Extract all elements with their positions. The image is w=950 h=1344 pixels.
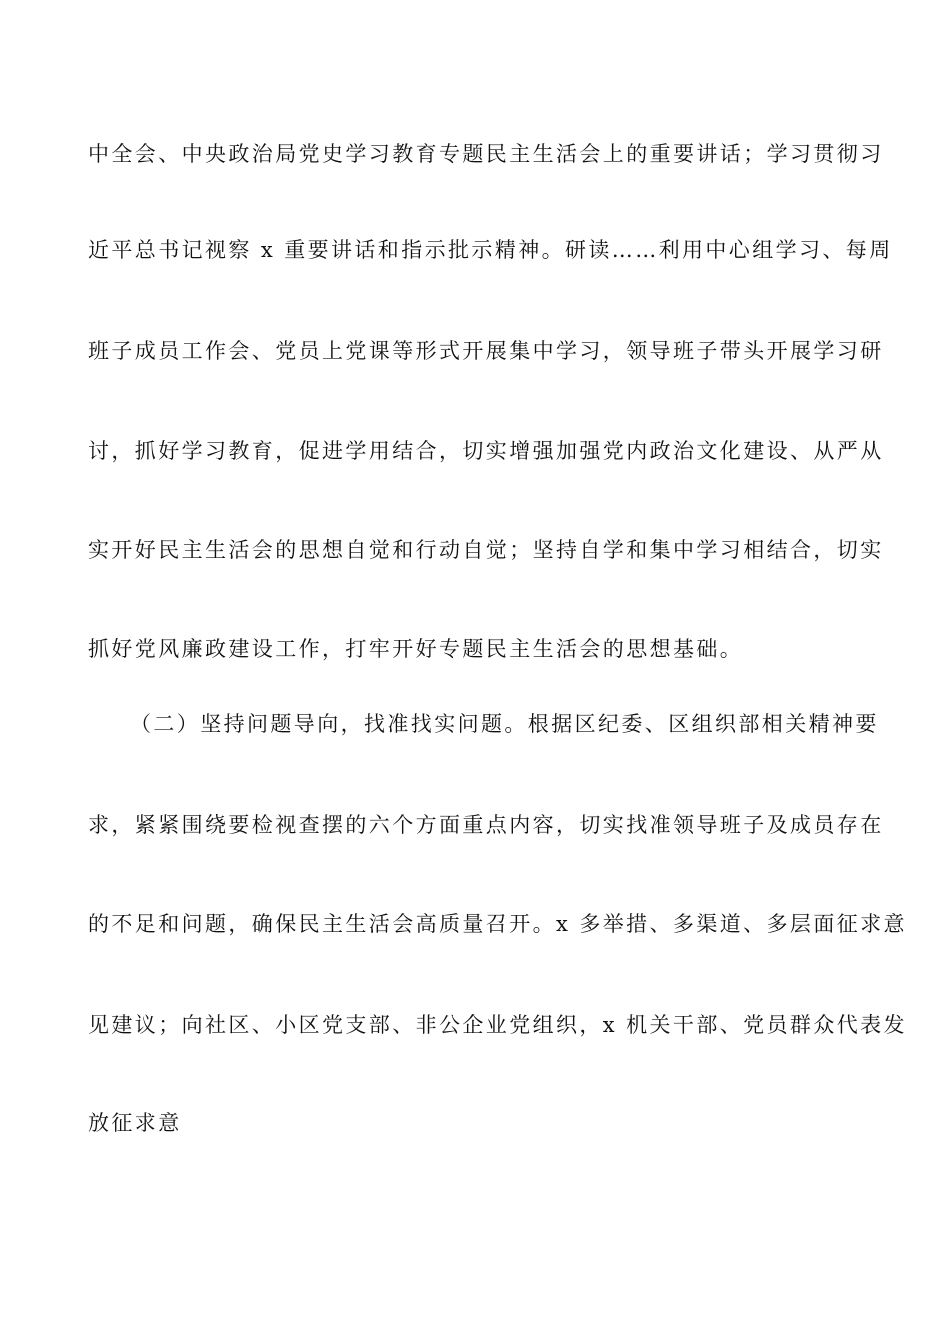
paragraph-line: 求，紧紧围绕要检视查摆的六个方面重点内容，切实找准领导班子及成员存在 xyxy=(88,813,884,837)
paragraph-line: 见建议；向社区、小区党支部、非公企业党组织，x 机关干部、党员群众代表发 xyxy=(88,1013,907,1037)
paragraph-line: 放征求意 xyxy=(88,1111,182,1135)
paragraph-line: 班子成员工作会、党员上党课等形式开展集中学习，领导班子带头开展学习研 xyxy=(88,339,884,363)
paragraph-line: 近平总书记视察 x 重要讲话和指示批示精神。研读……利用中心组学习、每周 xyxy=(88,238,893,262)
paragraph-line: 中全会、中央政治局党史学习教育专题民主生活会上的重要讲话；学习贯彻习 xyxy=(88,142,884,166)
paragraph-line: 实开好民主生活会的思想自觉和行动自觉；坚持自学和集中学习相结合，切实 xyxy=(88,538,884,562)
paragraph-line: 抓好党风廉政建设工作，打牢开好专题民主生活会的思想基础。 xyxy=(88,637,744,661)
paragraph-line: 讨，抓好学习教育，促进学用结合，切实增强加强党内政治文化建设、从严从 xyxy=(88,439,884,463)
section-heading-line: （二）坚持问题导向，找准找实问题。根据区纪委、区组织部相关精神要 xyxy=(130,712,879,736)
paragraph-line: 的不足和问题，确保民主生活会高质量召开。x 多举措、多渠道、多层面征求意 xyxy=(88,912,907,936)
